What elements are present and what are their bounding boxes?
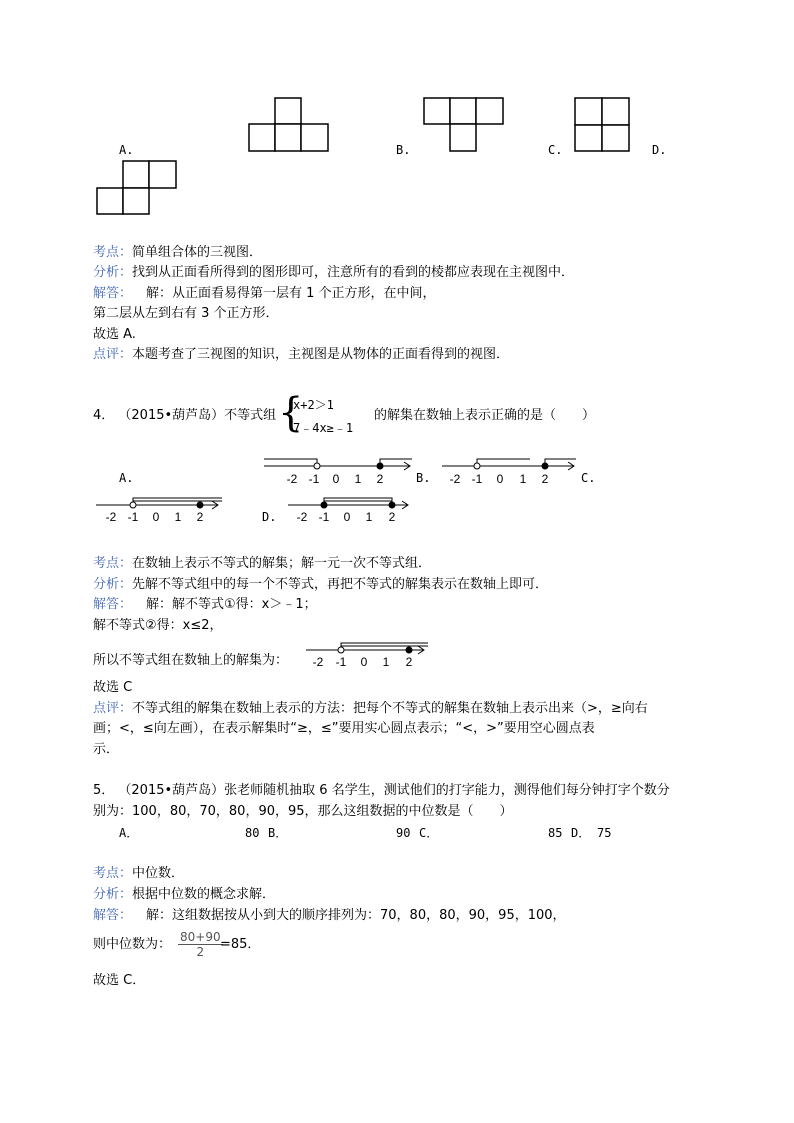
option-b-label: B.: [396, 143, 411, 157]
tick-label: -2: [312, 655, 324, 669]
brace-symbol: {: [278, 390, 304, 436]
number-line-option-b: [440, 456, 580, 490]
tick-label: -2: [449, 472, 461, 486]
tick-label: 0: [496, 472, 504, 486]
q4-jieda-line3: 所以不等式组在数轴上的解集为：: [93, 653, 289, 668]
q4-stem-suffix: 的解集在数轴上表示正确的是（ ）: [374, 408, 596, 423]
figure-option-b: [423, 97, 505, 153]
q4-jieda: 解答： 解：解不等式①得：x＞﹣1；: [93, 597, 317, 612]
figure-option-a: [248, 97, 330, 153]
q5-jieda-line2: 则中位数为：: [93, 937, 172, 952]
inequality-1: x+2＞1: [293, 398, 334, 412]
tick-label: -1: [127, 510, 139, 524]
q4-option-b-label: B.: [416, 471, 431, 485]
option-a-label: A.: [119, 143, 134, 157]
q5-option-a-label: A．: [119, 826, 139, 840]
q4-jieda-line4: 故选 C: [93, 680, 133, 695]
q5-fenxi: 分析：根据中位数的概念求解．: [93, 887, 276, 902]
inequality-2: 7﹣4x≥﹣1: [293, 421, 354, 435]
tick-label: 1: [519, 472, 527, 486]
tick-label: -1: [308, 472, 320, 486]
q5-stem-line1: 5． （2015•葫芦岛）张老师随机抽取 6 名学生，测试他们的打字能力，测得他们每分钟打字个数分: [93, 783, 670, 798]
tick-label: 0: [152, 510, 160, 524]
tick-label: 1: [174, 510, 182, 524]
q4-dianping-line3: 示．: [93, 742, 120, 757]
tick-label: 2: [541, 472, 549, 486]
tick-label: 1: [365, 510, 373, 524]
tick-label: 2: [376, 472, 384, 486]
number-line-solution: [304, 640, 430, 670]
tick-label: -1: [471, 472, 483, 486]
q5-option-a-value: 80: [245, 826, 260, 840]
q5-option-b-value: 90: [396, 826, 411, 840]
fraction-numerator: 80+90: [180, 930, 221, 944]
number-line-option-a: [262, 456, 412, 490]
tick-label: 2: [388, 510, 396, 524]
q4-fenxi: 分析：先解不等式组中的每一个不等式，再把不等式的解集表示在数轴上即可．: [93, 577, 549, 592]
number-line-option-d: [286, 496, 416, 526]
tick-label: 2: [196, 510, 204, 524]
q4-option-c-label: C.: [581, 471, 596, 485]
q4-stem-prefix: 4． （2015•葫芦岛）不等式组: [93, 408, 277, 423]
q3-fenxi: 分析：找到从正面看所得到的图形即可，注意所有的看到的棱都应表现在主视图中．: [93, 265, 575, 280]
fraction-denominator: 2: [196, 945, 205, 959]
q3-jieda: 解答： 解：从正面看易得第一层有 1 个正方形，在中间，: [93, 286, 436, 301]
tick-label: -1: [318, 510, 330, 524]
q3-dianping: 点评：本题考查了三视图的知识，主视图是从物体的正面看得到的视图．: [93, 347, 510, 362]
fraction: [178, 930, 223, 959]
figure-option-d: [96, 160, 178, 216]
tick-label: 0: [360, 655, 368, 669]
tick-label: -2: [105, 510, 117, 524]
q4-dianping-line2: 画；<，≤向左画），在表示解集时“≥，≤”要用实心圆点表示；“<，>”要用空心圆点表: [93, 721, 595, 736]
q5-option-b-label: B．: [268, 826, 288, 840]
option-d-label: D.: [652, 143, 667, 157]
q4-dianping: 点评：不等式组的解集在数轴上表示的方法：把每个不等式的解集在数轴上表示出来（>，≥向右: [93, 701, 648, 716]
q5-stem-line2: 别为：100，80，70，80，90，95，那么这组数据的中位数是（ ）: [93, 804, 513, 819]
q4-option-d-label: D.: [262, 510, 277, 524]
q3-kaodian: 考点：简单组合体的三视图．: [93, 245, 263, 260]
tick-label: -2: [296, 510, 308, 524]
q5-option-d-label: D．: [571, 826, 591, 840]
tick-label: 1: [354, 472, 362, 486]
q5-option-c-value: 85: [548, 826, 563, 840]
q5-jieda-line3: 故选 C．: [93, 973, 146, 988]
q4-jieda-line2: 解不等式②得：x≤2，: [93, 618, 223, 633]
q4-option-a-label: A.: [119, 471, 134, 485]
tick-label: -1: [335, 655, 347, 669]
tick-label: 1: [382, 655, 390, 669]
tick-label: 2: [405, 655, 413, 669]
tick-label: 0: [343, 510, 351, 524]
figure-option-c: [574, 97, 630, 153]
q5-jieda: 解答： 解：这组数据按从小到大的顺序排列为：70，80，80，90，95，100，: [93, 908, 566, 923]
tick-label: -2: [286, 472, 298, 486]
q5-option-c-label: C．: [419, 826, 439, 840]
q3-jieda-line2: 第二层从左到右有 3 个正方形．: [93, 306, 279, 321]
q5-option-d-value: 75: [597, 826, 612, 840]
tick-label: 0: [332, 472, 340, 486]
q3-jieda-line3: 故选 A.: [93, 327, 136, 342]
q5-kaodian: 考点：中位数．: [93, 866, 185, 881]
q4-kaodian: 考点：在数轴上表示不等式的解集；解一元一次不等式组．: [93, 556, 432, 571]
option-c-label: C.: [548, 143, 563, 157]
number-line-option-c: [94, 496, 224, 526]
fraction-result: =85．: [220, 937, 261, 952]
